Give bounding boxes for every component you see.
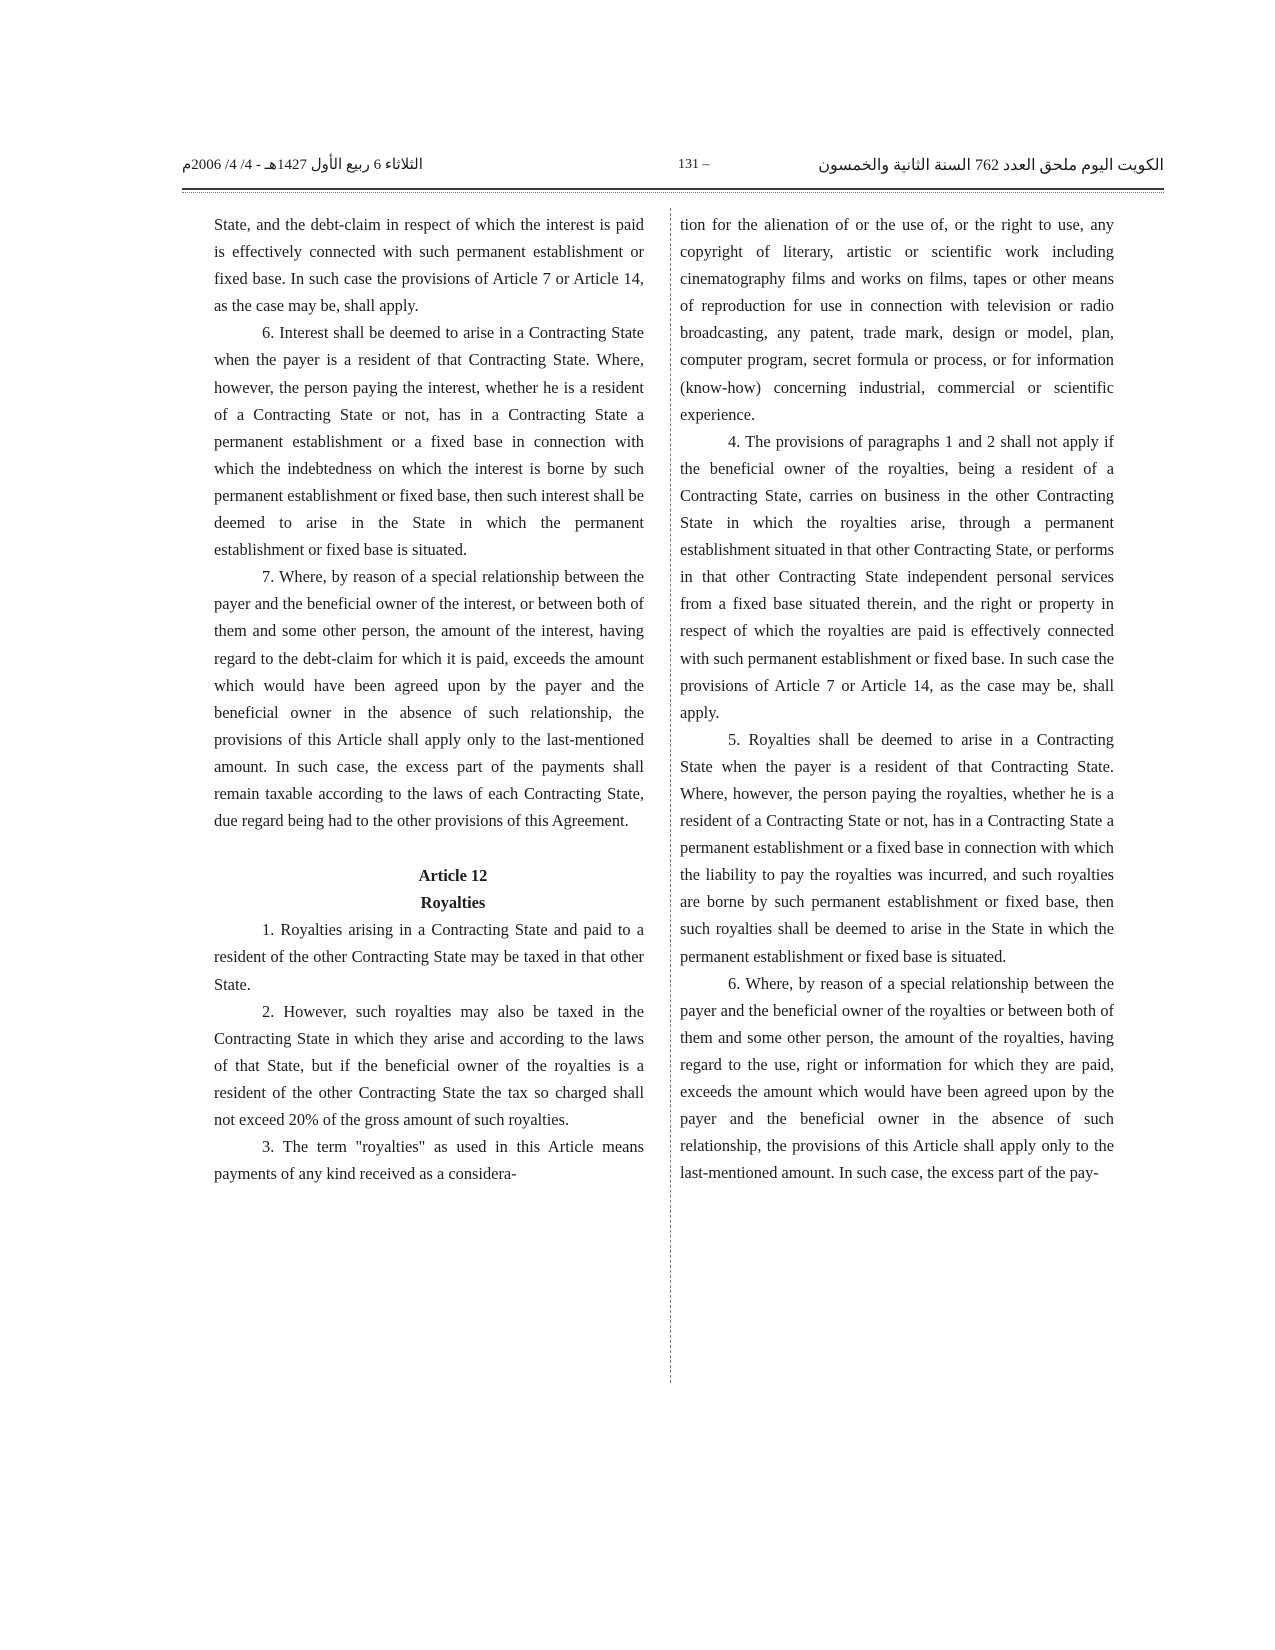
paragraph: State, and the debt-claim in respect of which the interest is paid is effectively connected with such permanent establishment or fixed base. In such case the provisions of Article 7 or Article 14, as the case may be, shall apply. <box>214 215 644 316</box>
header-rule <box>182 188 1164 190</box>
page-number: 131 – <box>678 157 710 172</box>
right-column <box>680 211 1114 1186</box>
paragraph: 6. Interest shall be deemed to arise in a Contracting State when the payer is a resident of that Contracting State. Where, however, the person paying the interest, whether he is a resident of a Contracting State or not, has in a Contracting State a permanent establishment or a fixed base in connection with which the indebtedness on which the interest is borne by such permanent establishment or fixed base, then such interest shall be deemed to arise in the State in which the permanent establishment or fixed base is situated. <box>214 323 644 560</box>
paragraph: 3. The term "royalties" as used in this Article means payments of any kind received as a considera- <box>214 1137 644 1184</box>
paragraph: 5. Royalties shall be deemed to arise in a Contracting State when the payer is a resident of that Contracting State. Where, however, the person paying the royalties, whether he is a resident of a Contracting State or not, has in a Contracting State a permanent establishment or a fixed base in connection with which the liability to pay the royalties was incurred, and such royalties are borne by such permanent establishment or fixed base, then such royalties shall be deemed to arise in the State in which the permanent establishment or fixed base is situated. <box>680 729 1114 966</box>
page-header <box>182 147 1164 187</box>
paragraph: 7. Where, by reason of a special relationship between the payer and the beneficial owner of the interest, or between both of them and some other person, the amount of the interest, having regard to the debt-claim for which it is paid, exceeds the amount which would have been agreed upon by the payer and the beneficial owner in the absence of such relationship, the provisions of this Article shall apply only to the last-mentioned amount. In such case, the excess part of the payments shall remain taxable according to the laws of each Contracting State, due regard being had to the other provisions of this Agreement. <box>214 567 644 831</box>
left-column <box>214 211 644 1187</box>
paragraph: 2. However, such royalties may also be taxed in the Contracting State in which they arise and according to the laws of that State, but if the beneficial owner of the royalties is a resident of the other Contracting State the tax so charged shall not exceed 20% of the gross amount of such royalties. <box>214 1001 644 1129</box>
paragraph: 6. Where, by reason of a special relationship between the payer and the beneficial owner of the royalties or between both of them and some other person, the amount of the royalties, having regard to the use, right or information for which they are paid, exceeds the amount which would have been agreed upon by the payer and the beneficial owner in the absence of such relationship, the provisions of this Article shall apply only to the last-mentioned amount. In such case, the excess part of the pay- <box>680 973 1114 1183</box>
spacer <box>214 834 644 862</box>
header-publication: الكويت اليوم ملحق العدد 762 السنة الثانية والخمسون <box>818 157 1164 174</box>
article-subtitle: Royalties <box>420 893 486 913</box>
article-title: Article 12 <box>418 866 488 886</box>
paragraph: 4. The provisions of paragraphs 1 and 2 shall not apply if the beneficial owner of the royalties, being a resident of a Contracting State, carries on business in the other Contracting State in which the royalties arise, through a permanent establishment situated in that other Contracting State, or performs in that other Contracting State independent personal services from a fixed base situated therein, and the right or property in respect of which the royalties are paid is effectively connected with such permanent establishment or fixed base. In such case the provisions of Article 7 or Article 14, as the case may be, shall apply. <box>680 431 1114 722</box>
header-rule-dotted <box>182 192 1164 193</box>
column-divider <box>670 208 671 1383</box>
paragraph: tion for the alienation of or the use of, or the right to use, any copyright of literary, artistic or scientific work including cinematography films and works on films, tapes or other means of reproduction for use in connection with television or radio broadcasting, any patent, trade mark, design or model, plan, computer program, secret formula or process, or for information (know-how) concerning industrial, commercial or scientific experience. <box>680 215 1114 424</box>
header-date: الثلاثاء 6 ربيع الأول 1427هـ - 4/ 4/ 2006م <box>182 157 423 173</box>
paragraph: 1. Royalties arising in a Contracting State and paid to a resident of the other Contracting State may be taxed in that other State. <box>214 920 644 994</box>
